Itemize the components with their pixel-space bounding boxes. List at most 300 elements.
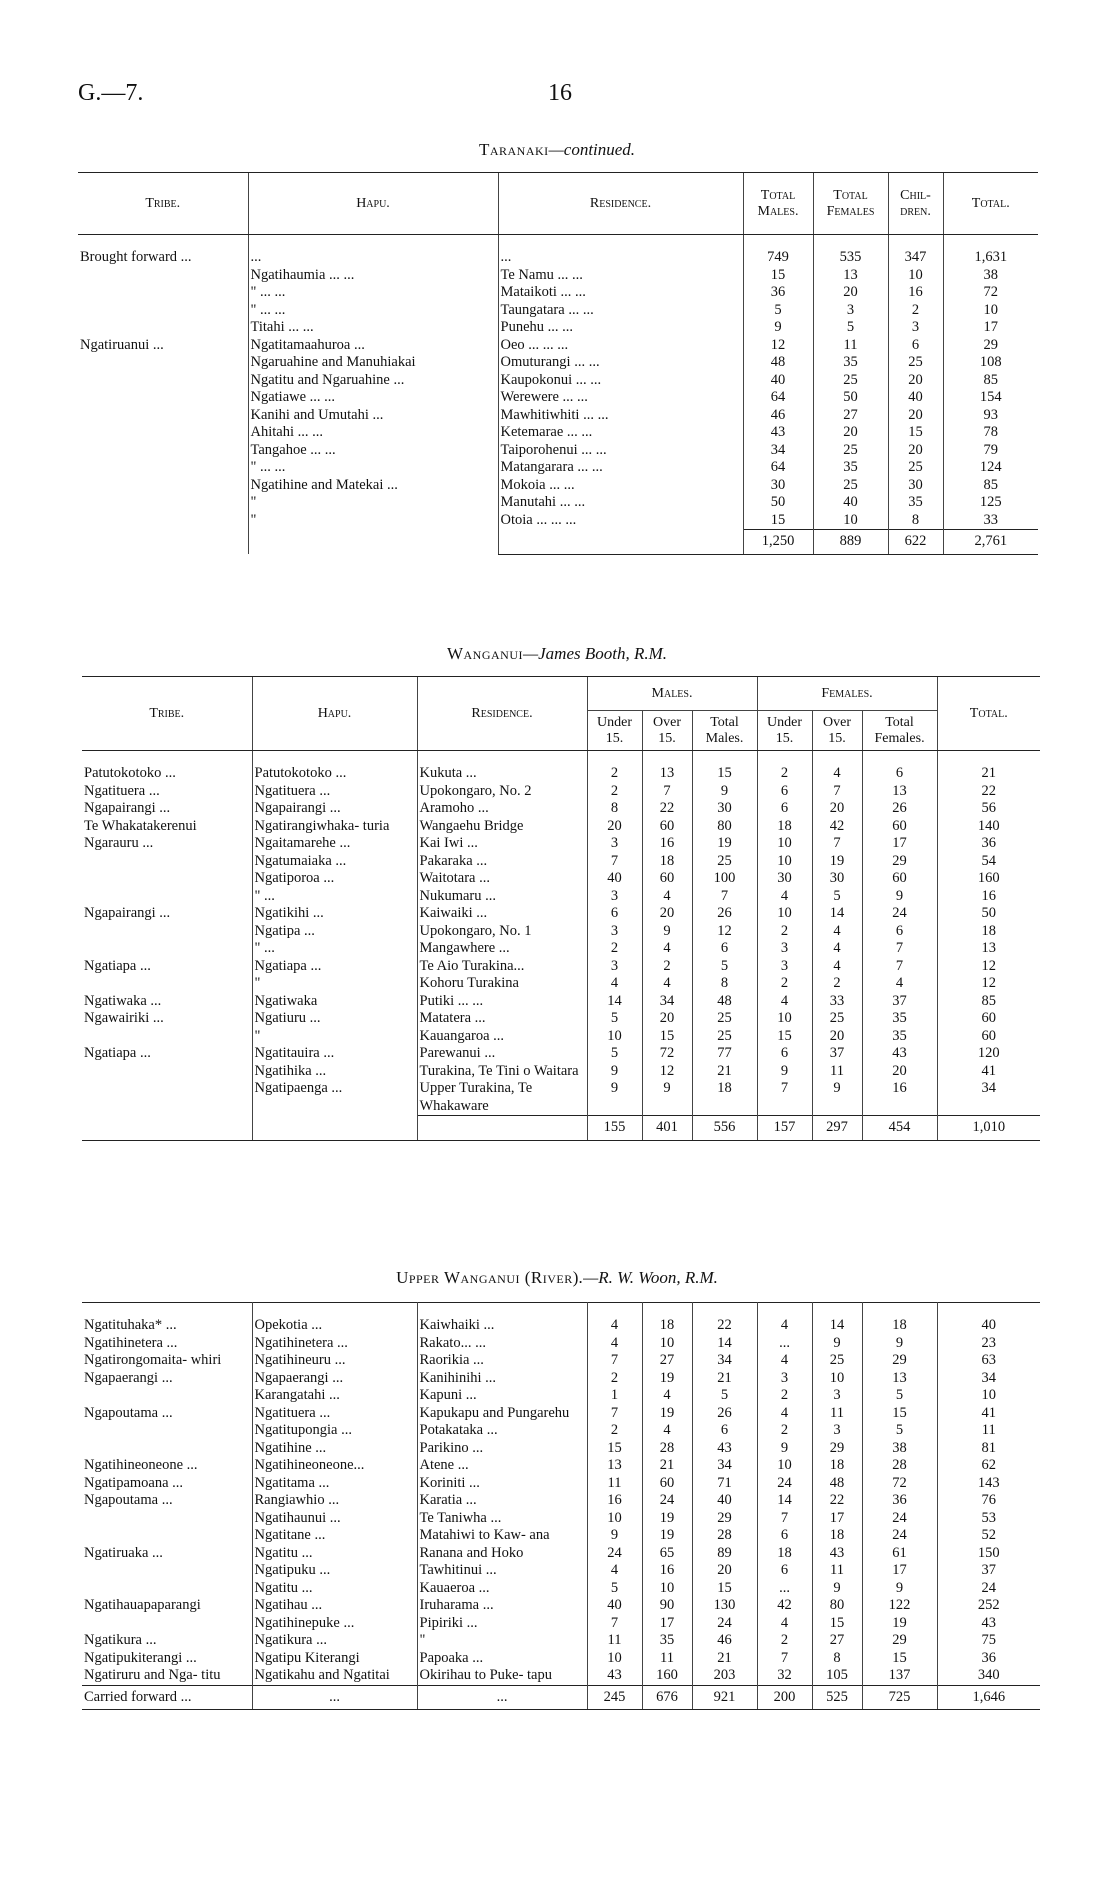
total-cell: 33 [943, 512, 1038, 530]
col-residence: Residence. [498, 173, 743, 235]
females-total-cell: 60 [862, 870, 937, 888]
table-row [82, 1510, 1040, 1528]
table-row [78, 407, 1038, 425]
total-cell: 62 [937, 1457, 1040, 1475]
residence-cell: Pakaraka ... [417, 853, 587, 871]
page-code: G.—7. [78, 80, 144, 106]
table-row [78, 512, 1038, 530]
females-under-cell: 6 [757, 783, 812, 801]
males-under-cell: 7 [587, 1352, 642, 1370]
residence-cell: Putiki ... ... [417, 993, 587, 1011]
spacer-cell [82, 751, 252, 766]
tribe-cell [82, 1387, 252, 1405]
males-over-cell: 19 [642, 1527, 692, 1545]
w-col-males-total: Total Males. [692, 711, 757, 751]
hapu-cell: Ngatitu ... [252, 1545, 417, 1563]
females-total-cell: 61 [862, 1545, 937, 1563]
total-cell: 85 [937, 993, 1040, 1011]
females-cell: 3 [813, 302, 888, 320]
total-cell: 34 [937, 1370, 1040, 1388]
females-total-cell: 13 [862, 783, 937, 801]
residence-cell: Upper Turakina, Te Whakaware [417, 1080, 587, 1116]
ft-sum: 725 [862, 1685, 937, 1710]
females-total-cell: 17 [862, 1562, 937, 1580]
table-row [82, 1632, 1040, 1650]
residence-cell: Matahiwi to Kaw- ana [417, 1527, 587, 1545]
residence-cell: Koriniti ... [417, 1475, 587, 1493]
males-total-cell: 18 [692, 1080, 757, 1116]
hapu-cell: Ngapairangi ... [252, 800, 417, 818]
males-under-cell: 40 [587, 1597, 642, 1615]
total-cell: 252 [937, 1597, 1040, 1615]
total-cell: 85 [943, 372, 1038, 390]
hapu-cell: Ngatihaumia ... ... [248, 267, 498, 285]
males-total-cell: 80 [692, 818, 757, 836]
females-cell: 25 [813, 372, 888, 390]
table-row [82, 1335, 1040, 1353]
table-row [82, 1352, 1040, 1370]
males-over-cell: 16 [642, 1562, 692, 1580]
total-cell: 154 [943, 389, 1038, 407]
tribe-cell [82, 1562, 252, 1580]
hapu-cell: Ngatituera ... [252, 783, 417, 801]
hapu-cell: " ... [252, 940, 417, 958]
females-total-cell: 24 [862, 1510, 937, 1528]
females-over-cell: 10 [812, 1370, 862, 1388]
males-cell: 34 [743, 442, 813, 460]
residence-cell: Manutahi ... ... [498, 494, 743, 512]
males-total-cell: 8 [692, 975, 757, 993]
table-row [82, 1615, 1040, 1633]
residence-cell: Iruharama ... [417, 1597, 587, 1615]
females-under-cell: 6 [757, 1527, 812, 1545]
table-row [78, 424, 1038, 442]
females-over-cell: 14 [812, 905, 862, 923]
males-total-cell: 7 [692, 888, 757, 906]
taranaki-table [78, 172, 1038, 555]
total-cell: 53 [937, 1510, 1040, 1528]
females-under-cell: 3 [757, 958, 812, 976]
females-over-cell: 18 [812, 1527, 862, 1545]
males-over-cell: 11 [642, 1650, 692, 1668]
males-over-cell: 9 [642, 1080, 692, 1116]
hapu-cell: Ngatihinepuke ... [252, 1615, 417, 1633]
col-children: Chil- dren. [888, 173, 943, 235]
spacer-cell [862, 751, 937, 766]
residence-cell: Raorikia ... [417, 1352, 587, 1370]
wanganui-table [82, 676, 1040, 1141]
hapu-cell: Ngatitu ... [252, 1580, 417, 1598]
hapu-cell: Ngatiawe ... ... [248, 389, 498, 407]
children-cell: 20 [888, 372, 943, 390]
females-over-cell: 4 [812, 923, 862, 941]
residence-cell: Atene ... [417, 1457, 587, 1475]
spacer-cell [252, 751, 417, 766]
total-cell: 160 [937, 870, 1040, 888]
residence-cell: Kai Iwi ... [417, 835, 587, 853]
table-row [82, 1667, 1040, 1685]
w-col-residence: Residence. [417, 677, 587, 751]
children-cell: 15 [888, 424, 943, 442]
females-total-cell: 13 [862, 1370, 937, 1388]
males-under-cell: 1 [587, 1387, 642, 1405]
males-total-cell: 5 [692, 958, 757, 976]
total-cell: 21 [937, 765, 1040, 783]
taranaki-title-italic: —continued. [548, 140, 636, 159]
females-total-cell: 5 [862, 1422, 937, 1440]
males-total-cell: 34 [692, 1352, 757, 1370]
total-cell: 340 [937, 1667, 1040, 1685]
residence-cell: Papoaka ... [417, 1650, 587, 1668]
upper-wanganui-title-italic: .—R. W. Woon, R.M. [578, 1268, 718, 1287]
spacer-cell [498, 235, 743, 250]
hapu-cell: " ... ... [248, 302, 498, 320]
males-over-cell: 18 [642, 853, 692, 871]
hapu-cell: Ngatipa ... [252, 923, 417, 941]
table-row [82, 1063, 1040, 1081]
total-cell: 79 [943, 442, 1038, 460]
females-total-cell: 122 [862, 1597, 937, 1615]
males-under-cell: 4 [587, 1317, 642, 1335]
males-cell: 64 [743, 459, 813, 477]
females-cell: 35 [813, 459, 888, 477]
females-total-cell: 29 [862, 1632, 937, 1650]
males-total-cell: 77 [692, 1045, 757, 1063]
wanganui-title-italic: —James Booth, R.M. [523, 644, 668, 663]
total-cell: 43 [937, 1615, 1040, 1633]
males-under-cell: 3 [587, 958, 642, 976]
children-cell: 30 [888, 477, 943, 495]
females-total-cell: 17 [862, 835, 937, 853]
males-over-cell: 4 [642, 940, 692, 958]
residence-cell: Nukumaru ... [417, 888, 587, 906]
hapu-cell: Ngatihau ... [252, 1597, 417, 1615]
residence-cell: Oeo ... ... ... [498, 337, 743, 355]
hapu-cell: Tangahoe ... ... [248, 442, 498, 460]
total-cell: 60 [937, 1028, 1040, 1046]
tribe-cell: Ngapoutama ... [84, 1404, 173, 1421]
table-row [82, 818, 1040, 836]
tribe-cell [82, 1580, 252, 1598]
males-over-cell: 60 [642, 870, 692, 888]
females-total-cell: 28 [862, 1457, 937, 1475]
males-under-cell: 2 [587, 783, 642, 801]
females-cell: 20 [813, 424, 888, 442]
tribe-cell [82, 1080, 252, 1116]
females-cell: 535 [813, 249, 888, 267]
hapu-cell: Ngatitama ... [252, 1475, 417, 1493]
children-cell: 25 [888, 354, 943, 372]
males-under-cell: 2 [587, 1422, 642, 1440]
females-cell: 20 [813, 284, 888, 302]
table-row [78, 354, 1038, 372]
hapu-cell: Ngatitupongia ... [252, 1422, 417, 1440]
residence-cell: Matangarara ... ... [498, 459, 743, 477]
residence-cell: Mangawhere ... [417, 940, 587, 958]
hapu-cell: Karangatahi ... [252, 1387, 417, 1405]
spacer-cell [642, 1303, 692, 1318]
tribe-cell: Ngatipukiterangi ... [84, 1649, 197, 1666]
females-under-cell: 10 [757, 905, 812, 923]
residence-cell: Upokongaro, No. 1 [417, 923, 587, 941]
total-cell: 54 [937, 853, 1040, 871]
males-under-cell: 8 [587, 800, 642, 818]
tribe-cell: Ngarauru ... [84, 835, 154, 851]
tribe-cell: Ngapoutama ... [84, 1492, 173, 1508]
males-over-cell: 7 [642, 783, 692, 801]
spacer-cell [862, 1303, 937, 1318]
males-under-cell: 10 [587, 1510, 642, 1528]
males-under-cell: 4 [587, 1562, 642, 1580]
page-number: 16 [548, 80, 572, 106]
females-total-cell: 9 [862, 1335, 937, 1353]
males-over-cell: 28 [642, 1440, 692, 1458]
children-cell: 6 [888, 337, 943, 355]
table-row [82, 1475, 1040, 1493]
residence-cell: Potakataka ... [417, 1422, 587, 1440]
tribe-cell: Ngatirongomaita- whiri [84, 1352, 222, 1368]
males-under-cell: 4 [587, 1335, 642, 1353]
tribe-cell [78, 389, 248, 407]
table-row [82, 1422, 1040, 1440]
table-row [82, 1010, 1040, 1028]
table-row [78, 494, 1038, 512]
hapu-cell [252, 1116, 417, 1141]
males-total-cell: 21 [692, 1063, 757, 1081]
w-col-total: Total. [937, 677, 1040, 751]
hapu-cell: Ngatipaenga ... [252, 1080, 417, 1116]
males-under-cell: 2 [587, 940, 642, 958]
total-cell: 143 [937, 1475, 1040, 1493]
residence-cell [417, 1116, 587, 1141]
tribe-cell [78, 494, 248, 512]
total-cell: 10 [943, 302, 1038, 320]
tribe-cell [82, 940, 252, 958]
females-cell: 40 [813, 494, 888, 512]
wanganui-title: Wanganui [446, 644, 524, 663]
total-cell: 40 [937, 1317, 1040, 1335]
tribe-cell [78, 459, 248, 477]
hapu-cell: Opekotia ... [252, 1317, 417, 1335]
hapu-cell: ... [248, 249, 498, 267]
tribe-cell: Ngawairiki ... [84, 1010, 164, 1026]
females-under-cell: 10 [757, 1010, 812, 1028]
males-over-cell: 72 [642, 1045, 692, 1063]
females-total-cell: 9 [862, 1580, 937, 1598]
residence-cell: Mataikoti ... ... [498, 284, 743, 302]
hapu-cell: " ... [252, 888, 417, 906]
females-under-cell: 4 [757, 1405, 812, 1423]
males-under-cell: 10 [587, 1650, 642, 1668]
males-under-cell: 24 [587, 1545, 642, 1563]
females-under-cell: 4 [757, 888, 812, 906]
females-under-cell: 3 [757, 1370, 812, 1388]
males-under-cell: 4 [587, 975, 642, 993]
males-under-cell: 10 [587, 1028, 642, 1046]
hapu-cell: Ngatitane ... [252, 1527, 417, 1545]
spacer-cell [888, 235, 943, 250]
tribe-cell: Ngatiruru and Nga- titu [84, 1667, 221, 1683]
males-total-cell: 40 [692, 1492, 757, 1510]
males-over-cell: 4 [642, 975, 692, 993]
females-under-cell: 18 [757, 1545, 812, 1563]
hapu-cell: Ngaruahine and Manuhiakai [248, 354, 498, 372]
hapu-cell: Ngatiapa ... [252, 958, 417, 976]
total-cell: 56 [937, 800, 1040, 818]
hapu-cell: Ngatikahu and Ngatitai [252, 1667, 417, 1685]
tribe-cell [78, 442, 248, 460]
total-sum: 1,010 [937, 1116, 1040, 1141]
hapu-cell [248, 530, 498, 555]
females-under-cell: 2 [757, 923, 812, 941]
residence-cell: Te Aio Turakina... [417, 958, 587, 976]
females-total-cell: 16 [862, 1080, 937, 1116]
total-cell: 10 [937, 1387, 1040, 1405]
tribe-cell [82, 1615, 252, 1633]
males-total-cell: 43 [692, 1440, 757, 1458]
residence-cell: ... [417, 1685, 587, 1710]
residence-cell: Wangaehu Bridge [417, 818, 587, 836]
table-row [82, 1650, 1040, 1668]
males-cell: 15 [743, 267, 813, 285]
children-cell: 8 [888, 512, 943, 530]
males-over-cell: 21 [642, 1457, 692, 1475]
hapu-cell: Rangiawhio ... [252, 1492, 417, 1510]
residence-cell: Parewanui ... [417, 1045, 587, 1063]
females-under-cell: 14 [757, 1492, 812, 1510]
hapu-cell: Ngatitamaahuroa ... [248, 337, 498, 355]
table-row [82, 905, 1040, 923]
females-over-cell: 4 [812, 765, 862, 783]
males-under-cell: 3 [587, 923, 642, 941]
females-cell: 25 [813, 477, 888, 495]
hapu-cell: Ngatihine and Matekai ... [248, 477, 498, 495]
total-cell: 120 [937, 1045, 1040, 1063]
males-total-cell: 15 [692, 1580, 757, 1598]
females-total-cell: 19 [862, 1615, 937, 1633]
females-over-cell: 11 [812, 1405, 862, 1423]
hapu-cell: Ngatiwaka [252, 993, 417, 1011]
tribe-cell [78, 319, 248, 337]
total-cell: 78 [943, 424, 1038, 442]
residence-cell: Kapuni ... [417, 1387, 587, 1405]
females-under-cell: 10 [757, 835, 812, 853]
females-under-cell: 9 [757, 1063, 812, 1081]
residence-cell: Kaiwaiki ... [417, 905, 587, 923]
males-over-cell: 27 [642, 1352, 692, 1370]
females-total-cell: 15 [862, 1650, 937, 1668]
females-under-cell: 42 [757, 1597, 812, 1615]
w-col-females: Females. [757, 677, 937, 711]
males-under-cell: 20 [587, 818, 642, 836]
tribe-cell [78, 372, 248, 390]
children-cell: 35 [888, 494, 943, 512]
females-under-cell: 3 [757, 940, 812, 958]
females-over-cell: 25 [812, 1010, 862, 1028]
table-row [78, 372, 1038, 390]
females-over-cell: 9 [812, 1335, 862, 1353]
males-total-cell: 25 [692, 1010, 757, 1028]
spacer-cell [937, 1303, 1040, 1318]
residence-cell: Kukuta ... [417, 765, 587, 783]
hapu-cell: Ngatitu and Ngaruahine ... [248, 372, 498, 390]
males-under-cell: 14 [587, 993, 642, 1011]
w-col-females-under: Under 15. [757, 711, 812, 751]
table-row [78, 459, 1038, 477]
males-under-cell: 2 [587, 765, 642, 783]
spacer-cell [417, 751, 587, 766]
hapu-cell: Ngatihine ... [252, 1440, 417, 1458]
residence-cell: Taiporohenui ... ... [498, 442, 743, 460]
total-cell: 41 [937, 1405, 1040, 1423]
males-under-cell: 7 [587, 1405, 642, 1423]
spacer-cell [82, 1303, 252, 1318]
males-over-cell: 10 [642, 1580, 692, 1598]
males-over-cell: 20 [642, 1010, 692, 1028]
females-over-cell: 20 [812, 800, 862, 818]
tribe-cell [82, 870, 252, 888]
total-cell: 93 [943, 407, 1038, 425]
tribe-cell: Ngatiwaka ... [84, 992, 162, 1009]
table-row [82, 1080, 1040, 1116]
males-total-cell: 14 [692, 1335, 757, 1353]
females-under-cell: 10 [757, 1457, 812, 1475]
males-over-cell: 17 [642, 1615, 692, 1633]
females-under-cell: 4 [757, 1615, 812, 1633]
spacer-cell [252, 1303, 417, 1318]
males-under-cell: 2 [587, 1370, 642, 1388]
males-over-cell: 13 [642, 765, 692, 783]
males-under-cell: 5 [587, 1010, 642, 1028]
females-over-cell: 19 [812, 853, 862, 871]
tribe-cell: Patutokotoko ... [84, 765, 176, 781]
females-over-cell: 2 [812, 975, 862, 993]
tribe-cell [78, 354, 248, 372]
males-under-cell: 11 [587, 1632, 642, 1650]
fo-sum: 297 [812, 1116, 862, 1141]
males-under-cell: 13 [587, 1457, 642, 1475]
table-row [82, 1028, 1040, 1046]
table-row [82, 783, 1040, 801]
females-under-cell: 6 [757, 1562, 812, 1580]
spacer-cell [248, 235, 498, 250]
residence-cell: Parikino ... [417, 1440, 587, 1458]
hapu-cell: Kanihi and Umutahi ... [248, 407, 498, 425]
males-total-cell: 20 [692, 1562, 757, 1580]
children-cell: 20 [888, 442, 943, 460]
hapu-cell: Ngatipu Kiterangi [252, 1650, 417, 1668]
tribe-cell: Ngatiapa ... [84, 957, 151, 974]
females-under-cell: 2 [757, 975, 812, 993]
females-over-cell: 37 [812, 1045, 862, 1063]
females-over-cell: 48 [812, 1475, 862, 1493]
females-total-cell: 35 [862, 1010, 937, 1028]
females-total-cell: 15 [862, 1405, 937, 1423]
males-under-cell: 5 [587, 1045, 642, 1063]
hapu-cell: Ngapaerangi ... [252, 1370, 417, 1388]
males-total-cell: 25 [692, 1028, 757, 1046]
fu-sum: 157 [757, 1116, 812, 1141]
tribe-cell: Te Whakatakerenui [84, 817, 197, 834]
residence-cell: Ranana and Hoko [417, 1545, 587, 1563]
residence-cell: Kanihinihi ... [417, 1370, 587, 1388]
females-over-cell: 105 [812, 1667, 862, 1685]
residence-cell: Turakina, Te Tini o Waitara [417, 1063, 587, 1081]
females-under-cell: 2 [757, 1422, 812, 1440]
males-over-cell: 34 [642, 993, 692, 1011]
females-under-cell: ... [757, 1335, 812, 1353]
males-over-cell: 60 [642, 1475, 692, 1493]
